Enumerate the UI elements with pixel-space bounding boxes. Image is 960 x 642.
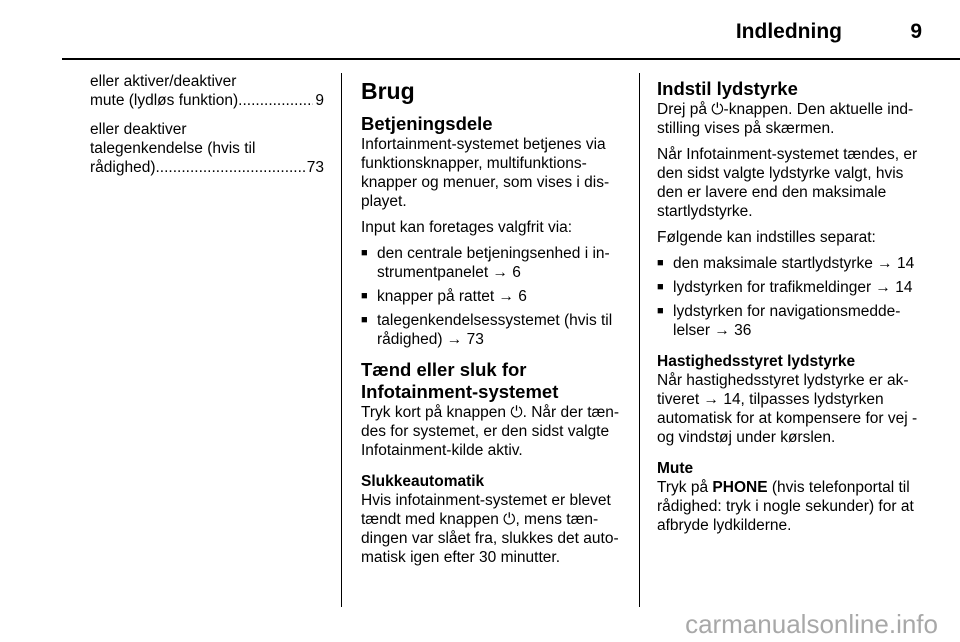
list-item: ■ talegenkendelsessystemet (hvis til rådighed) → 73: [361, 311, 623, 349]
toc-page: 9: [315, 92, 324, 109]
paragraph: Infortainment-systemet betjenes via funktionsknapper, multifunktionsknapper og menuer, som vises i displayet.: [361, 136, 610, 210]
subsection-heading: Betjeningsdele: [361, 113, 493, 134]
minor-heading: Hastighedsstyret lydstyrke: [657, 353, 856, 370]
paragraph: Når Infotainment-systemet tændes, er den sidst valgte lydstyrke valgt, hvis den er lavere end den maksimale startlydstyrke.: [657, 146, 918, 220]
toc-entry[interactable]: eller aktiver/deaktiver mute (lydløs funktion) ..... 9: [90, 72, 324, 110]
minor-heading: Mute: [657, 460, 694, 477]
paragraph: Hvis infotainment-systemet er blevet tændt med knappen ⏻, mens tændingen var slået fra, slukkes det automatisk igen efter 30 minutter.: [361, 492, 619, 566]
paragraph: Følgende kan indstilles separat:: [657, 229, 876, 246]
subsection-heading: Tænd eller sluk for: [361, 359, 527, 380]
column-divider-1: [341, 73, 342, 607]
toc-entry[interactable]: eller deaktiver talegenkendelse (hvis til rådighed) ..... 73: [90, 120, 324, 177]
paragraph: Tryk på PHONE (hvis telefonportal til rådighed: tryk i nogle sekunder) for at afbryde lydkilderne.: [657, 479, 914, 534]
paragraph: Drej på ⏻-knappen. Den aktuelle indstilling vises på skærmen.: [657, 101, 914, 137]
toc-column: [90, 72, 324, 187]
subsection-heading: Indstil lydstyrke: [657, 78, 798, 99]
section-heading: Brug: [361, 78, 415, 104]
page-number: 9: [910, 20, 922, 43]
page-title: Indledning: [735, 20, 842, 43]
paragraph: Tryk kort på knappen ⏻. Når der tændes for systemet, er den sidst valgte Infotainment-kilde aktiv.: [361, 404, 620, 459]
toc-page: 73: [306, 159, 324, 176]
phone-key-label: PHONE: [712, 479, 768, 496]
toc-leader: [156, 158, 305, 177]
subsection-heading: Infotainment-systemet: [361, 381, 559, 402]
minor-heading: Slukkeautomatik: [361, 473, 485, 490]
bullet-list: [361, 244, 623, 349]
list-item: ■ lydstyrken for navigationsmeddelelser → 36: [657, 302, 925, 340]
usage-column: [361, 72, 623, 574]
volume-column: [657, 72, 925, 542]
watermark: carmanualsonline.info: [685, 609, 938, 639]
list-item: ■ den centrale betjeningsenhed i instrumentpanelet → 6: [361, 244, 623, 282]
paragraph: Input kan foretages valgfrit via:: [361, 219, 573, 236]
list-item: ■ den maksimale startlydstyrke → 14: [657, 254, 925, 273]
paragraph: Når hastighedsstyret lydstyrke er aktiveret → 14, tilpasses lydstyrken automatisk for at kompensere for vej - og vindstøj under kørslen.: [657, 372, 918, 446]
list-item: ■ knapper på rattet → 6: [361, 287, 623, 306]
column-divider-2: [639, 73, 640, 607]
toc-leader: [238, 91, 313, 110]
bullet-list: [657, 254, 925, 340]
header-rule: [62, 58, 960, 60]
list-item: ■ lydstyrken for trafikmeldinger → 14: [657, 278, 925, 297]
